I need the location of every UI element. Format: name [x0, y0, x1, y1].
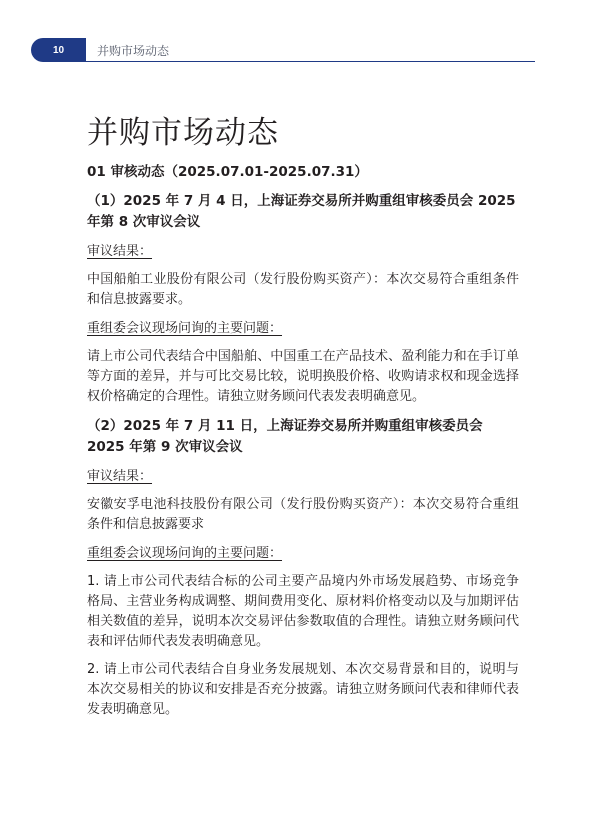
result-label: 审议结果： [87, 469, 153, 484]
header-divider [86, 61, 535, 62]
page-title: 并购市场动态 [87, 115, 279, 151]
page-number-badge: 10 [31, 38, 86, 62]
page-content [87, 113, 519, 720]
result-text: 安徽安孚电池科技股份有限公司（发行股份购买资产）：本次交易符合重组条件和信息披露要求 [87, 497, 519, 532]
meeting-block-1 [87, 191, 519, 407]
meeting-title: （2）2025 年 7 月 11 日，上海证券交易所并购重组审核委员会 2025 年第 9 次审议会议 [87, 418, 483, 455]
meeting-title: （1）2025 年 7 月 4 日，上海证券交易所并购重组审核委员会 2025 年第 8 次审议会议 [87, 193, 516, 230]
question-item: 1. 请上市公司代表结合标的公司主要产品境内外市场发展趋势、市场竞争格局、主营业务构成调整、期间费用变化、原材料价格变动以及与加期评估相关数值的差异，说明本次交易评估参数取值的合理性。请独立财务顾问代表和评估师代表发表明确意见。 [87, 574, 519, 649]
header-section-title: 并购市场动态 [97, 44, 170, 58]
result-text: 中国船舶工业股份有限公司（发行股份购买资产）：本次交易符合重组条件和信息披露要求。 [87, 272, 519, 307]
questions-label: 重组委会议现场问询的主要问题： [87, 546, 283, 561]
question-item: 请上市公司代表结合中国船舶、中国重工在产品技术、盈利能力和在手订单等方面的差异，并与可比交易比较，说明换股价格、收购请求权和现金选择权价格确定的合理性。请独立财务顾问代表发表明确意见。 [87, 349, 519, 404]
result-label: 审议结果： [87, 244, 153, 259]
page-header [31, 38, 535, 62]
questions-label: 重组委会议现场问询的主要问题： [87, 321, 283, 336]
meeting-block-2 [87, 416, 519, 720]
question-item: 2. 请上市公司代表结合自身业务发展规划、本次交易背景和目的，说明与本次交易相关的协议和安排是否充分披露。请独立财务顾问代表和律师代表发表明确意见。 [87, 662, 519, 717]
section-subtitle: 01 审核动态（2025.07.01-2025.07.31） [87, 164, 368, 180]
